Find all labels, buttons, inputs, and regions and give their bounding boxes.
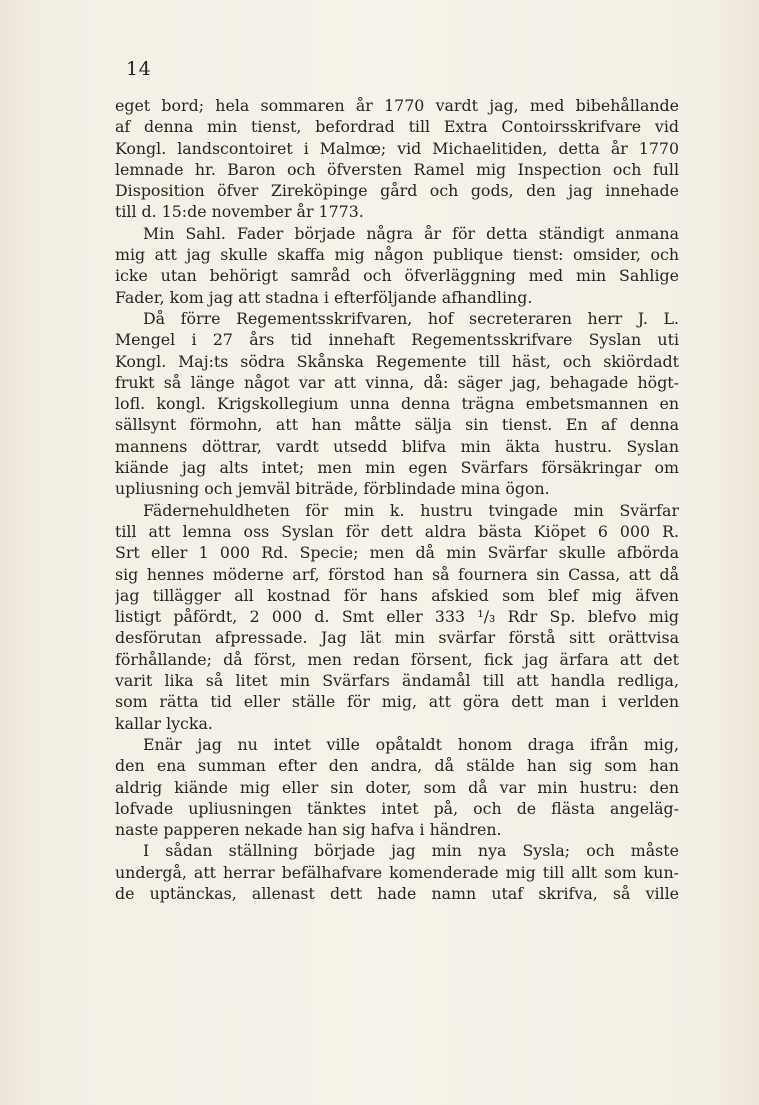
- text-line: som rätta tid eller ställe för mig, att göra dett man i verlden: [115, 692, 679, 712]
- text-line: aldrig kiände mig eller sin doter, som då var min hustru: den: [115, 777, 679, 797]
- text-line: sig hennes möderne arf, förstod han så fournera sin Cassa, att då: [115, 564, 679, 584]
- text-line: I sådan ställning började jag min nya Sysla; och måste: [143, 841, 679, 861]
- text-line: naste papperen nekade han sig hafva i händren.: [115, 820, 502, 840]
- text-line: Kongl. landscontoiret i Malmœ; vid Michaelitiden, detta år 1770: [115, 138, 679, 158]
- text-line: till d. 15:de november år 1773.: [115, 202, 364, 222]
- paragraph-4: [115, 500, 679, 734]
- text-line: undergå, att herrar befälhafvare komenderade mig till allt som kun-: [115, 862, 679, 882]
- text-line: Kongl. Maj:ts södra Skånska Regemente till häst, och skiördadt: [115, 351, 679, 371]
- text-line: lofvade upliusningen tänktes intet på, och de flästa angeläg-: [115, 798, 679, 818]
- text-line: till att lemna oss Syslan för dett aldra bästa Kiöpet 6 000 R.: [115, 521, 679, 541]
- text-line: upliusning och jemväl biträde, förblindade mina ögon.: [115, 479, 550, 499]
- text-line: Enär jag nu intet ville opåtaldt honom draga ifrån mig,: [143, 734, 679, 754]
- text-line: lofl. kongl. Krigskollegium unna denna trägna embetsmannen en: [115, 394, 679, 414]
- text-line: af denna min tienst, befordrad till Extra Contoirsskrifvare vid: [115, 117, 679, 137]
- text-line: Fädernehuldheten för min k. hustru tvingade min Svärfar: [143, 500, 679, 520]
- text-line: Då förre Regementsskrifvaren, hof secreteraren herr J. L.: [143, 308, 679, 328]
- text-line: kallar lycka.: [115, 713, 213, 733]
- text-line: kiände jag alts intet; men min egen Svärfars försäkringar om: [115, 458, 679, 478]
- text-line: desförutan afpressade. Jag lät min svärfar förstå sitt orättvisa: [115, 628, 679, 648]
- text-line: varit lika så litet min Svärfars ändamål till att handla redliga,: [115, 671, 679, 691]
- text-line: listigt påfördt, 2 000 d. Smt eller 333 ¹/₃ Rdr Sp. blefvo mig: [115, 607, 679, 627]
- text-line: förhållande; då först, men redan försent, fick jag ärfara att det: [115, 649, 679, 669]
- paragraph-6: [115, 840, 679, 904]
- text-line: icke utan behörigt samråd och öfverläggning med min Sahlige: [115, 266, 679, 286]
- text-line: sällsynt förmohn, att han måtte sälja sin tienst. En af denna: [115, 415, 679, 435]
- text-line: Disposition öfver Zireköpinge gård och gods, den jag innehade: [115, 181, 679, 201]
- text-line: lemnade hr. Baron och öfversten Ramel mig Inspection och full: [115, 159, 679, 179]
- body-text: [115, 95, 679, 904]
- page-number: 14: [126, 58, 152, 80]
- text-line: Min Sahl. Fader började några år för detta ständigt anmana: [143, 223, 679, 243]
- paragraph-3: [115, 308, 679, 500]
- text-line: mig att jag skulle skaffa mig någon publique tienst: omsider, och: [115, 245, 679, 265]
- text-line: de uptänckas, allenast dett hade namn utaf skrifva, så ville: [115, 883, 679, 903]
- paragraph-1: [115, 95, 679, 223]
- paragraph-5: [115, 734, 679, 840]
- text-line: jag tillägger all kostnad för hans afskied som blef mig äfven: [115, 585, 679, 605]
- text-line: den ena summan efter den andra, då stälde han sig som han: [115, 756, 679, 776]
- paragraph-2: [115, 223, 679, 308]
- text-line: Srt eller 1 000 Rd. Specie; men då min Svärfar skulle afbörda: [115, 543, 679, 563]
- text-line: frukt så länge något var att vinna, då: säger jag, behagade högt-: [115, 372, 679, 392]
- text-line: eget bord; hela sommaren år 1770 vardt jag, med bibehållande: [115, 96, 679, 115]
- text-line: Mengel i 27 års tid innehaft Regementsskrifvare Syslan uti: [115, 330, 679, 350]
- text-line: mannens döttrar, vardt utsedd blifva min äkta hustru. Syslan: [115, 436, 679, 456]
- text-line: Fader, kom jag att stadna i efterföljande afhandling.: [115, 287, 533, 307]
